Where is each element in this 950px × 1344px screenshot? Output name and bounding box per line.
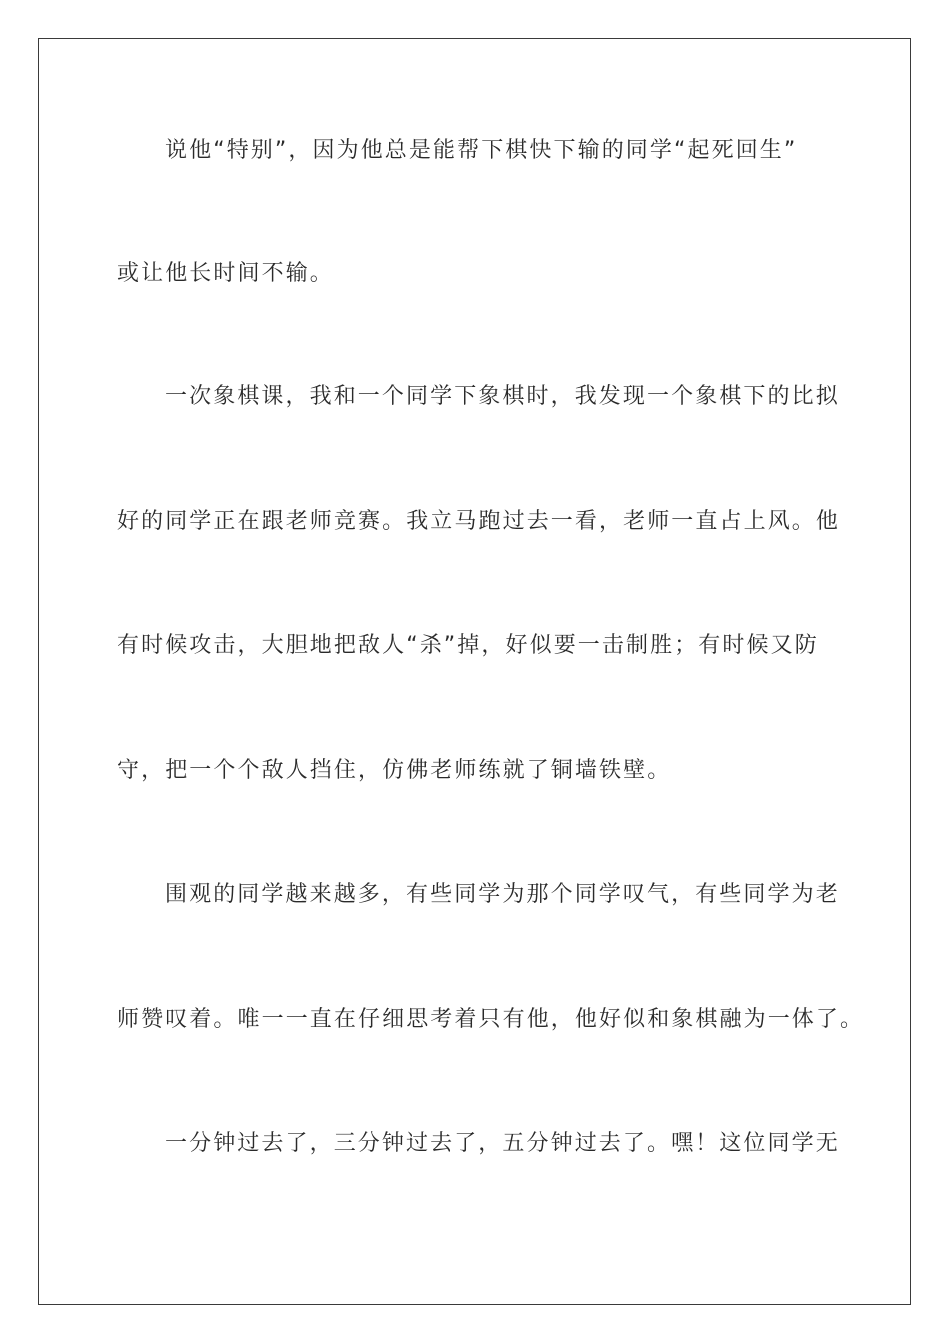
text-line: 说他“特别”，因为他总是能帮下棋快下输的同学“起死回生”: [165, 138, 798, 163]
text-line: 守，把一个个敌人挡住，仿佛老师练就了铜墙铁壁。: [117, 758, 672, 783]
text-line: 一次象棋课，我和一个同学下象棋时，我发现一个象棋下的比拟: [165, 384, 840, 409]
text-line: 围观的同学越来越多，有些同学为那个同学叹气，有些同学为老: [165, 882, 840, 907]
text-line: 师赞叹着。唯一一直在仔细思考着只有他，他好似和象棋融为一体了。: [117, 1007, 865, 1032]
text-line: 或让他长时间不输。: [117, 261, 334, 286]
text-line: 一分钟过去了，三分钟过去了，五分钟过去了。嘿！这位同学无: [165, 1131, 840, 1156]
text-line: 好的同学正在跟老师竞赛。我立马跑过去一看，老师一直占上风。他: [117, 509, 841, 534]
text-line: 有时候攻击，大胆地把敌人“杀”掉，好似要一击制胜；有时候又防: [117, 633, 819, 658]
page-border: [38, 38, 911, 1305]
